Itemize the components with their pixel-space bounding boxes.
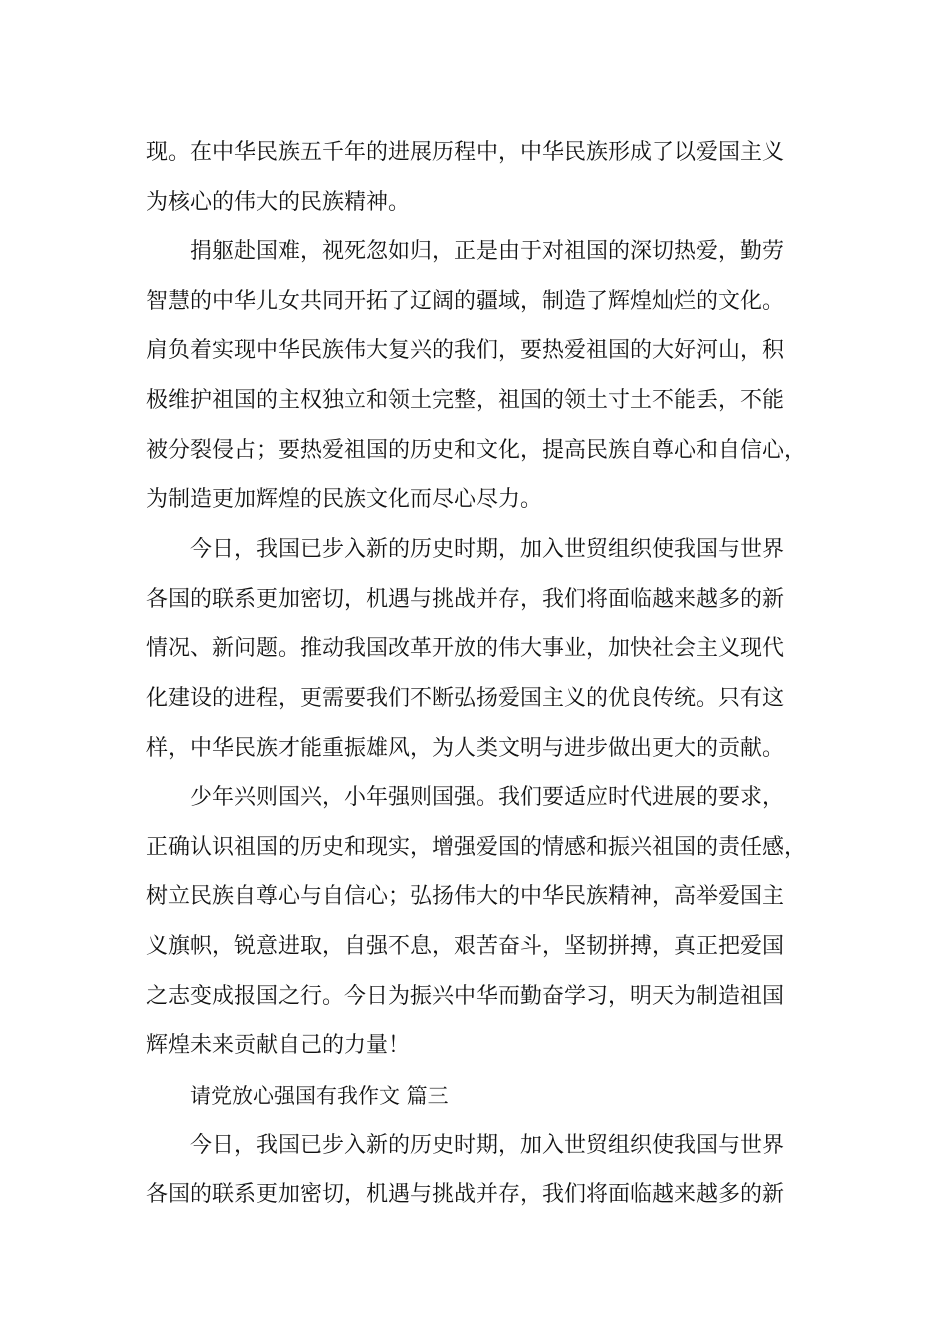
- text-line: 辉煌未来贡献自己的力量！: [146, 1033, 411, 1058]
- paragraph-start-line: 捐躯赴国难，视死忽如归，正是由于对祖国的深切热爱，勤劳: [190, 239, 785, 264]
- text-line: 各国的联系更加密切，机遇与挑战并存，我们将面临越来越多的新: [146, 587, 785, 612]
- text-line: 极维护祖国的主权独立和领土完整，祖国的领土寸土不能丢，不能: [146, 388, 785, 413]
- text-line: 肩负着实现中华民族伟大复兴的我们，要热爱祖国的大好河山，积: [146, 338, 785, 363]
- text-line: 现。在中华民族五千年的进展历程中，中华民族形成了以爱国主义: [146, 140, 785, 165]
- text-line: 各国的联系更加密切，机遇与挑战并存，我们将面临越来越多的新: [146, 1182, 785, 1207]
- text-line: 树立民族自尊心与自信心；弘扬伟大的中华民族精神，高举爱国主: [146, 884, 785, 909]
- text-line: 被分裂侵占；要热爱祖国的历史和文化，提高民族自尊心和自信心，: [146, 438, 807, 463]
- section-heading: 请党放心强国有我作文 篇三: [190, 1084, 449, 1108]
- text-line: 之志变成报国之行。今日为振兴中华而勤奋学习，明天为制造祖国: [146, 984, 785, 1009]
- text-line: 样，中华民族才能重振雄风，为人类文明与进步做出更大的贡献。: [146, 736, 785, 761]
- text-line: 为核心的伟大的民族精神。: [146, 190, 411, 215]
- paragraph-start-line: 今日，我国已步入新的历史时期，加入世贸组织使我国与世界: [190, 1133, 785, 1158]
- text-line: 化建设的进程，更需要我们不断弘扬爱国主义的优良传统。只有这: [146, 686, 785, 711]
- text-line: 智慧的中华儿女共同开拓了辽阔的疆域，制造了辉煌灿烂的文化。: [146, 289, 785, 314]
- text-line: 义旗帜，锐意进取，自强不息，艰苦奋斗，坚韧拼搏，真正把爱国: [146, 934, 785, 959]
- text-line: 为制造更加辉煌的民族文化而尽心尽力。: [146, 487, 543, 512]
- paragraph-start-line: 今日，我国已步入新的历史时期，加入世贸组织使我国与世界: [190, 537, 785, 562]
- paragraph-start-line: 少年兴则国兴，小年强则国强。我们要适应时代进展的要求，: [190, 785, 785, 810]
- text-line: 正确认识祖国的历史和现实，增强爱国的情感和振兴祖国的责任感，: [146, 835, 807, 860]
- text-line: 情况、新问题。推动我国改革开放的伟大事业，加快社会主义现代: [146, 636, 785, 661]
